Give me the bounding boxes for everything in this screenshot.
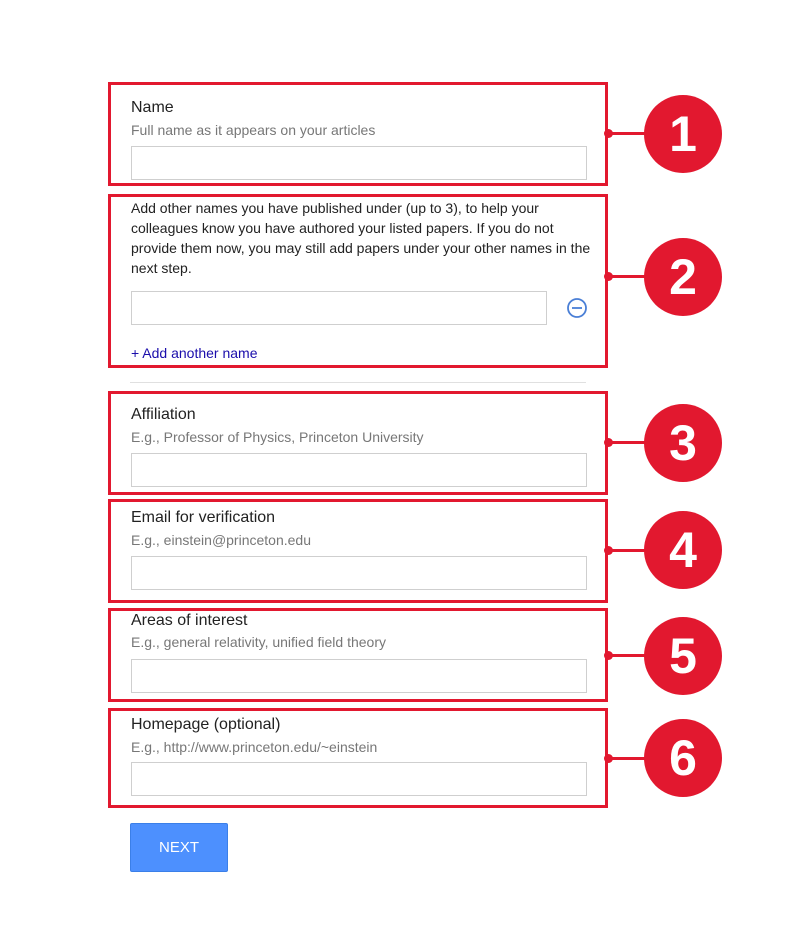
other-name-input[interactable] — [131, 291, 547, 325]
name-hint: Full name as it appears on your articles — [131, 122, 376, 138]
affiliation-input[interactable] — [131, 453, 587, 487]
affiliation-label: Affiliation — [131, 406, 196, 423]
callout-badge-1: 1 — [644, 95, 722, 173]
name-section — [108, 82, 608, 186]
callout-badge-5: 5 — [644, 617, 722, 695]
other-names-description: Add other names you have published under (up to 3), to help your colleagues know you have authored your listed papers. If you do not provide them now, you may still add papers under your other names in the next step. — [131, 200, 591, 276]
email-label: Email for verification — [131, 509, 276, 526]
homepage-hint: E.g., http://www.princeton.edu/~einstein — [131, 739, 378, 755]
section-divider — [130, 382, 586, 383]
interests-input[interactable] — [131, 659, 587, 693]
callout-badge-4: 4 — [644, 511, 722, 589]
email-input[interactable] — [131, 556, 587, 590]
interests-hint: E.g., general relativity, unified field theory — [131, 634, 386, 650]
other-names-section — [108, 194, 608, 368]
name-label: Name — [131, 99, 174, 116]
email-section — [108, 499, 608, 603]
interests-label: Areas of interest — [131, 612, 248, 629]
affiliation-hint: E.g., Professor of Physics, Princeton University — [131, 429, 424, 445]
callout-badge-2: 2 — [644, 238, 722, 316]
callout-badge-6: 6 — [644, 719, 722, 797]
remove-name-button[interactable] — [565, 296, 589, 320]
callout-badge-3: 3 — [644, 404, 722, 482]
homepage-label: Homepage (optional) — [131, 716, 281, 733]
minus-circle-icon — [565, 296, 589, 320]
interests-section — [108, 608, 608, 702]
next-button[interactable]: NEXT — [130, 823, 228, 872]
homepage-section — [108, 708, 608, 808]
email-hint: E.g., einstein@princeton.edu — [131, 532, 311, 548]
affiliation-section — [108, 391, 608, 495]
homepage-input[interactable] — [131, 762, 587, 796]
name-input[interactable] — [131, 146, 587, 180]
add-another-name-link[interactable]: + Add another name — [131, 345, 258, 361]
